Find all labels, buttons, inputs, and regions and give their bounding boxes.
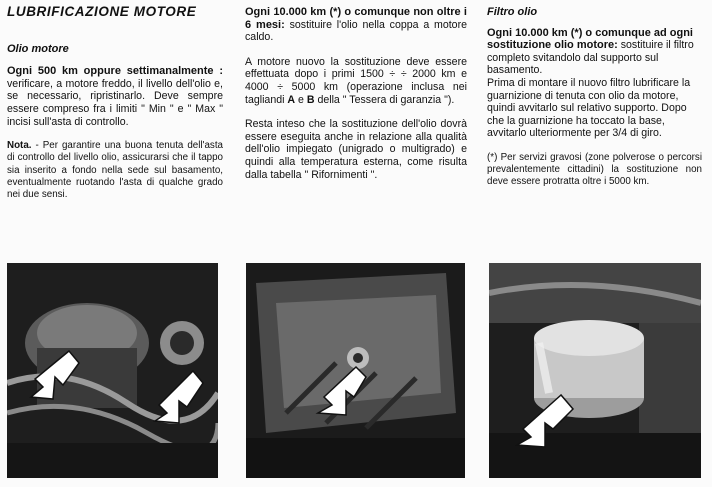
paragraph-oil-check-text: verificare, a motore freddo, il livello dell'olio e, se necessario, ripristinarlo. Deve sempre essere compreso fra i limiti " Min " e " Max " incisi sull'asta di controllo. xyxy=(7,77,223,128)
paragraph-new-engine xyxy=(245,56,467,106)
column-engine-oil xyxy=(7,6,223,201)
paragraph-oil-change-text: sostituire l'olio nella coppa a motore caldo. xyxy=(245,18,467,44)
paragraph-filter-lead: Ogni 10.000 km (*) o comunque ad ogni sostituzione olio motore: xyxy=(487,26,693,52)
coupon-a: A xyxy=(287,93,296,106)
column-oil-change xyxy=(245,6,467,181)
paragraph-filter-text: sostituire il filtro completo svitandolo dal supporto sul basamento. xyxy=(487,39,694,77)
photo-engine-dipstick xyxy=(7,263,218,478)
paragraph-oil-quality: Resta inteso che la sostituzione dell'olio dovrà essere eseguita anche in relazione alla qualità dell'olio impiegato (unigrado o multigrado) e quindi alla temperatura esterna, come risulta dalla tabella " Rifornimenti ". xyxy=(245,118,467,181)
paragraph-filter-interval xyxy=(487,27,702,77)
new-engine-text-b: e xyxy=(295,93,307,106)
new-engine-text-a: A motore nuovo la sostituzione deve essere effettuata dopo i primi 1500 ÷ ÷ 2000 km e 4000 ÷ 5000 km (operazione inclusa nei tagliandi xyxy=(245,55,467,106)
paragraph-filter-install: Prima di montare il nuovo filtro lubrificare la guarnizione di tenuta con olio da motore, quindi avvitarlo sul relativo supporto. Dopo che la guarnizione ha toccato la base, avvitarlo ulteriormente per 3/4 di giro. xyxy=(487,76,691,140)
paragraph-oil-change-interval xyxy=(245,6,467,44)
paragraph-oil-change-lead: Ogni 10.000 km (*) o comunque non oltre i 6 mesi: xyxy=(245,6,467,31)
paragraph-oil-check-lead: Ogni 500 km oppure settimanalmente : xyxy=(7,65,223,78)
photo-oil-pan-drain-plug xyxy=(246,263,465,478)
page-title: LUBRIFICAZIONE MOTORE xyxy=(7,4,197,19)
note-paragraph xyxy=(7,140,223,201)
note-text: - Per garantire una buona tenuta dell'asta di controllo del livello olio, assicurarsi che il tappo sia inserito a fondo nella sede sul basamento, eventualmente ruotando l'asta di qualche grado nei due sensi. xyxy=(7,140,223,200)
paragraph-oil-check xyxy=(7,65,223,128)
footnote: (*) Per servizi gravosi (zone polverose o percorsi prevalentemente cittadini) la sostituzione non deve essere protratta oltre i 5000 km. xyxy=(487,151,702,188)
photo-oil-filter xyxy=(489,263,701,478)
new-engine-text-c: della " Tessera di garanzia "). xyxy=(314,93,455,106)
note-label: Nota. xyxy=(7,140,32,152)
section-heading-engine-oil: Olio motore xyxy=(7,42,69,55)
coupon-b: B xyxy=(306,93,315,106)
section-heading-oil-filter: Filtro olio xyxy=(487,6,538,18)
column-oil-filter xyxy=(487,6,702,189)
